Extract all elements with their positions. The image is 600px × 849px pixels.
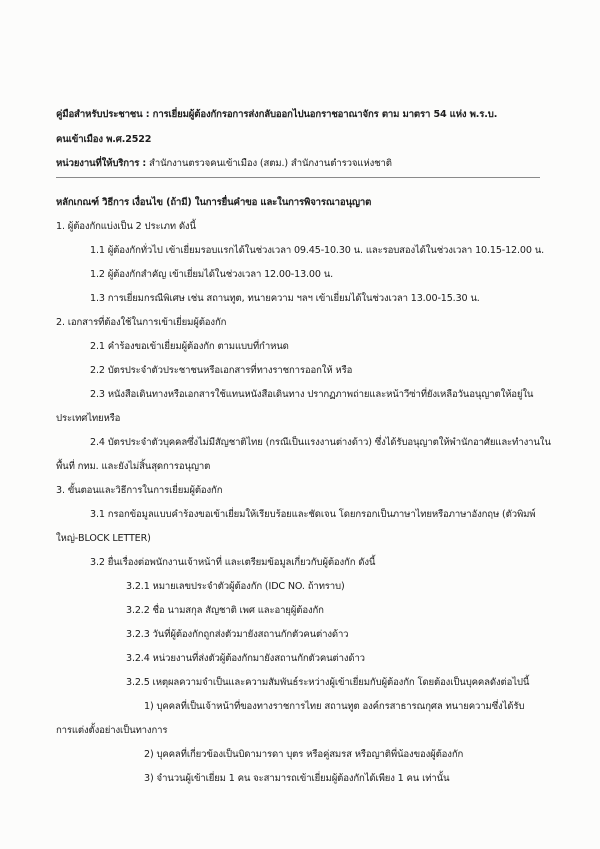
- list-item: 3. ขั้นตอนและวิธีการในการเยี่ยมผู้ต้องกัก: [56, 485, 223, 496]
- list-item: 2.3 หนังสือเดินทางหรือเอกสารใช้แทนหนังสือเดินทาง ปรากฏภาพถ่ายและหน้าวีซ่าที่ยังเหลือวันอนุญาตให้อยู่ใน: [90, 389, 534, 400]
- list-item: 3.2.5 เหตุผลความจำเป็นและความสัมพันธ์ระหว่างผู้เข้าเยี่ยมกับผู้ต้องกัก โดยต้องเป็นบุคคลดังต่อไปนี้: [126, 677, 530, 688]
- list-item-continued: พื้นที่ กทม. และยังไม่สิ้นสุดการอนุญาต: [56, 461, 211, 472]
- list-item: 2.1 คำร้องขอเข้าเยี่ยมผู้ต้องกัก ตามแบบที่กำหนด: [90, 341, 289, 352]
- list-item: 3.2.2 ชื่อ นามสกุล สัญชาติ เพศ และอายุผู้ต้องกัก: [126, 605, 324, 616]
- list-item: 1) บุคคลที่เป็นเจ้าหน้าที่ของทางราชการไทย สถานทูต องค์กรสาธารณกุศล ทนายความซึ่งได้รับ: [144, 701, 525, 712]
- list-item: 3) จำนวนผู้เข้าเยี่ยม 1 คน จะสามารถเข้าเยี่ยมผู้ต้องกักได้เพียง 1 คน เท่านั้น: [144, 773, 450, 784]
- service-agency: [56, 157, 392, 170]
- list-item: 2.2 บัตรประจำตัวประชาชนหรือเอกสารที่ทางราชการออกให้ หรือ: [90, 365, 353, 376]
- list-item: 2. เอกสารที่ต้องใช้ในการเข้าเยี่ยมผู้ต้องกัก: [56, 317, 227, 328]
- service-agency-text: สำนักงานตรวจคนเข้าเมือง (สตม.) สำนักงานตำรวจแห่งชาติ: [146, 158, 392, 169]
- manual-title-label: คู่มือสำหรับประชาชน :: [56, 109, 150, 120]
- list-item-continued: การแต่งตั้งอย่างเป็นทางการ: [56, 725, 168, 736]
- section-divider: [56, 177, 540, 178]
- list-item-continued: ใหญ่-BLOCK LETTER): [56, 533, 151, 544]
- list-item: 2.4 บัตรประจำตัวบุคคลซึ่งไม่มีสัญชาติไทย (กรณีเป็นแรงงานต่างด้าว) ซึ่งได้รับอนุญาตให้พำนักอาศัยและทำงานใน: [90, 437, 551, 448]
- manual-title: [56, 108, 497, 121]
- service-agency-label: หน่วยงานที่ให้บริการ :: [56, 158, 147, 169]
- list-item: 3.1 กรอกข้อมูลแบบคำร้องขอเข้าเยี่ยมให้เรียบร้อยและชัดเจน โดยกรอกเป็นภาษาไทยหรือภาษาอังกฤษ (ตัวพิมพ์: [90, 509, 536, 520]
- manual-title-text: การเยี่ยมผู้ต้องกักรอการส่งกลับออกไปนอกราชอาณาจักร ตาม มาตรา 54 แห่ง พ.ร.บ.: [149, 109, 498, 120]
- list-item: 3.2.1 หมายเลขประจำตัวผู้ต้องกัก (IDC NO. ถ้าทราบ): [126, 581, 345, 592]
- list-item: 1. ผู้ต้องกักแบ่งเป็น 2 ประเภท ดังนี้: [56, 221, 196, 232]
- manual-title-continued: คนเข้าเมือง พ.ศ.2522: [56, 134, 152, 145]
- list-item: 3.2.4 หน่วยงานที่ส่งตัวผู้ต้องกักมายังสถานกักตัวคนต่างด้าว: [126, 653, 365, 664]
- list-item: 3.2 ยื่นเรื่องต่อพนักงานเจ้าหน้าที่ และเตรียมข้อมูลเกี่ยวกับผู้ต้องกัก ดังนี้: [90, 557, 376, 568]
- list-item: 2) บุคคลที่เกี่ยวข้องเป็นบิดามารดา บุตร หรือคู่สมรส หรือญาติพี่น้องของผู้ต้องกัก: [144, 749, 464, 760]
- list-item-continued: ประเทศไทยหรือ: [56, 413, 121, 424]
- list-item: 1.2 ผู้ต้องกักสำคัญ เข้าเยี่ยมได้ในช่วงเวลา 12.00-13.00 น.: [90, 269, 334, 280]
- list-item: 1.3 การเยี่ยมกรณีพิเศษ เช่น สถานทูต, ทนายความ ฯลฯ เข้าเยี่ยมได้ในช่วงเวลา 13.00-15.30 น.: [90, 293, 480, 304]
- list-item: 1.1 ผู้ต้องกักทั่วไป เข้าเยี่ยมรอบแรกได้ในช่วงเวลา 09.45-10.30 น. และรอบสองได้ในช่วงเวลา 10.15-12.00 น.: [90, 245, 545, 256]
- list-item: 3.2.3 วันที่ผู้ต้องกักถูกส่งตัวมายังสถานกักตัวคนต่างด้าว: [126, 629, 349, 640]
- criteria-heading: หลักเกณฑ์ วิธีการ เงื่อนไข (ถ้ามี) ในการยื่นคำขอ และในการพิจารณาอนุญาต: [56, 197, 372, 208]
